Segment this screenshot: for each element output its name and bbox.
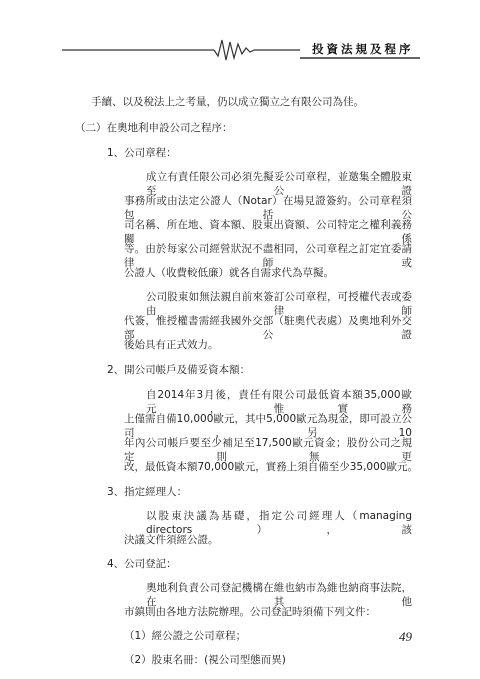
text-line: 上僅需自備10,000歐元，其中5,000歐元為現金，即可設立公司，另10 — [124, 413, 412, 439]
page-number: 49 — [399, 629, 412, 644]
text-line: 年內公司帳戶要至少補足至17,500歐元資金；股份公司之規定則無更 — [124, 437, 412, 463]
text-line: 代簽，惟授權書需經我國外交部（駐奧代表處）及奧地利外交部公證 — [124, 315, 412, 341]
section-heading: （二）在奧地利申設公司之程序： — [75, 122, 233, 134]
text-line: 奧地利負責公司登記機構在維也納市為維也納商事法院，在其他 — [146, 582, 412, 608]
header-title: 投資法規及程序 — [312, 42, 414, 56]
text-line: 公司股東如無法親自前來簽訂公司章程，可授權代表或委由律師 — [146, 291, 412, 317]
subsection-heading: 2、開公司帳戶及備妥資本額： — [107, 364, 251, 376]
text-line: 手續、以及稅法上之考量，仍以成立獨立之有限公司為佳。 — [91, 96, 364, 108]
list-item: （1）經公證之公司章程； — [124, 630, 247, 642]
list-item: （2）股東名冊：(視公司型態而異) — [124, 654, 286, 666]
subsection-heading: 4、公司登記： — [107, 558, 177, 570]
text-line: 公證人（收費較低廉）就各自需求代為草擬。 — [124, 267, 334, 279]
subsection-heading: 3、指定經理人： — [107, 486, 188, 498]
subsection-heading: 1、公司章程： — [107, 147, 177, 159]
text-line: 自2014年3月後，責任有限公司最低資本額35,000歐元，惟實務 — [146, 389, 412, 415]
text-line: 成立有責任限公司必須先擬妥公司章程，並邀集全體股東至公證 — [146, 171, 412, 197]
text-line: 決議文件須經公證。 — [124, 534, 219, 546]
text-line: 改，最低資本額70,000歐元，實務上須自備至少35,000歐元。 — [124, 461, 418, 473]
text-line: 以股東決議為基礎，指定公司經理人（managing directors），該 — [146, 510, 412, 536]
text-line: 司名稱、所在地、資本額、股東出資額、公司特定之權利義務關係 — [124, 219, 412, 245]
text-line: 等。由於每家公司經營狀況不盡相同，公司章程之訂定宜委請律師或 — [124, 243, 412, 269]
text-line: 後始具有正式效力。 — [124, 339, 219, 351]
text-line: 事務所或由法定公證人（Notar）在場見證簽約。公司章程須包括公 — [124, 195, 412, 221]
text-line: 市鎮則由各地方法院辦理。公司登記時須備下列文件： — [124, 606, 376, 618]
